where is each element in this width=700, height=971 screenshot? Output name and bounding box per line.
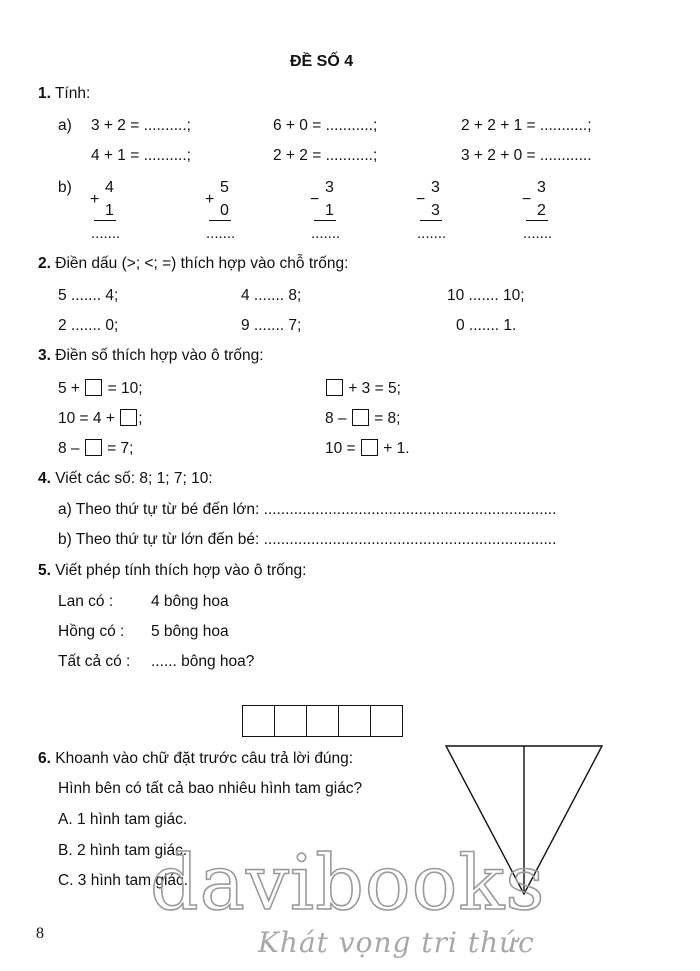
- ordering-line-ascending[interactable]: a) Theo thứ tự từ bé đến lớn: ....................................................................: [58, 501, 557, 518]
- answer-box[interactable]: [120, 409, 137, 426]
- answer-dots: .......: [417, 225, 447, 242]
- operator: −: [310, 191, 320, 208]
- sum-line: [209, 220, 231, 221]
- q1-part-a-label: a): [58, 117, 72, 134]
- sum-line: [94, 220, 116, 221]
- q5-row-value: ...... bông hoa?: [151, 653, 255, 670]
- comparison-item: 4 ....... 8;: [241, 287, 302, 304]
- vertical-calc: [310, 178, 356, 242]
- operator: +: [90, 191, 100, 208]
- ordering-line-descending[interactable]: b) Theo thứ tự từ lớn đến bé: ....................................................................: [58, 531, 557, 548]
- answer-option-a[interactable]: A. 1 hình tam giác.: [58, 811, 188, 828]
- sum-line: [526, 220, 548, 221]
- q1a-item: 4 + 1 = ..........;: [91, 147, 191, 164]
- operand-top: 3: [431, 179, 440, 196]
- q5-row-value: 4 bông hoa: [151, 593, 229, 610]
- fill-box-equation: 8 – = 8;: [325, 410, 401, 427]
- operand-bottom: 3: [431, 202, 440, 219]
- question-3-heading: 3. Điền số thích hợp vào ô trống:: [38, 347, 264, 364]
- question-5-heading: 5. Viết phép tính thích hợp vào ô trống:: [38, 562, 307, 579]
- answer-box[interactable]: [361, 439, 378, 456]
- fill-box-equation: 5 + = 10;: [58, 380, 143, 397]
- comparison-item: 9 ....... 7;: [241, 317, 302, 334]
- answer-dots: .......: [311, 225, 341, 242]
- q6-question: Hình bên có tất cả bao nhiêu hình tam giác?: [58, 780, 363, 797]
- operand-top: 5: [220, 179, 229, 196]
- answer-cell[interactable]: [243, 706, 275, 736]
- page-number: 8: [36, 925, 44, 942]
- operand-bottom: 0: [220, 202, 229, 219]
- answer-box[interactable]: [352, 409, 369, 426]
- q5-row-label: Tất cả có :: [58, 653, 131, 670]
- operator: +: [205, 191, 215, 208]
- fill-box-equation: 8 – = 7;: [58, 440, 134, 457]
- q1a-item: 2 + 2 = ...........;: [273, 147, 378, 164]
- sum-line: [314, 220, 336, 221]
- operand-top: 4: [105, 179, 114, 196]
- page-title: ĐỀ SỐ 4: [290, 53, 354, 70]
- question-4-heading: 4. Viết các số: 8; 1; 7; 10:: [38, 470, 213, 487]
- watermark-brand: davibooks: [150, 838, 546, 927]
- comparison-item: 5 ....... 4;: [58, 287, 119, 304]
- answer-dots: .......: [523, 225, 553, 242]
- fill-box-equation: + 3 = 5;: [325, 379, 401, 397]
- answer-dots: .......: [91, 225, 121, 242]
- vertical-calc: [522, 178, 568, 242]
- q1a-item: 3 + 2 = ..........;: [91, 117, 191, 134]
- answer-dots: .......: [206, 225, 236, 242]
- answer-cell[interactable]: [371, 706, 402, 736]
- operand-bottom: 2: [537, 202, 546, 219]
- answer-box[interactable]: [326, 379, 343, 396]
- q1a-item: 3 + 2 + 0 = ............: [461, 147, 592, 164]
- operator: −: [522, 191, 532, 208]
- operand-bottom: 1: [105, 202, 114, 219]
- fill-box-equation: 10 = 4 + ;: [58, 410, 143, 427]
- question-2-heading: 2. Điền dấu (>; <; =) thích hợp vào chỗ trống:: [38, 255, 349, 272]
- answer-cell[interactable]: [275, 706, 307, 736]
- sum-line: [420, 220, 442, 221]
- answer-box[interactable]: [85, 379, 102, 396]
- q5-row-label: Lan có :: [58, 593, 114, 610]
- question-1-heading: 1. Tính:: [38, 85, 91, 102]
- q5-row-value: 5 bông hoa: [151, 623, 229, 640]
- vertical-calc: [416, 178, 462, 242]
- calculation-answer-boxes[interactable]: [242, 705, 403, 737]
- operator: −: [416, 191, 426, 208]
- answer-cell[interactable]: [339, 706, 371, 736]
- answer-option-b[interactable]: B. 2 hình tam giác.: [58, 842, 188, 859]
- operand-bottom: 1: [325, 202, 334, 219]
- operand-top: 3: [537, 179, 546, 196]
- vertical-calc: [90, 178, 136, 242]
- answer-cell[interactable]: [307, 706, 339, 736]
- answer-box[interactable]: [85, 439, 102, 456]
- comparison-item: 0 ....... 1.: [456, 317, 517, 334]
- comparison-item: 2 ....... 0;: [58, 317, 119, 334]
- q5-row-label: Hồng có :: [58, 623, 125, 640]
- q1-part-b-label: b): [58, 179, 72, 196]
- comparison-item: 10 ....... 10;: [447, 287, 525, 304]
- vertical-calc: [205, 178, 251, 242]
- q1a-item: 2 + 2 + 1 = ...........;: [461, 117, 592, 134]
- watermark-slogan: Khát vọng tri thức: [258, 926, 535, 959]
- q1a-item: 6 + 0 = ...........;: [273, 117, 378, 134]
- answer-option-c[interactable]: C. 3 hình tam giác.: [58, 872, 189, 889]
- operand-top: 3: [325, 179, 334, 196]
- fill-box-equation: 10 = + 1.: [325, 440, 410, 457]
- question-6-heading: 6. Khoanh vào chữ đặt trước câu trả lời đúng:: [38, 750, 354, 767]
